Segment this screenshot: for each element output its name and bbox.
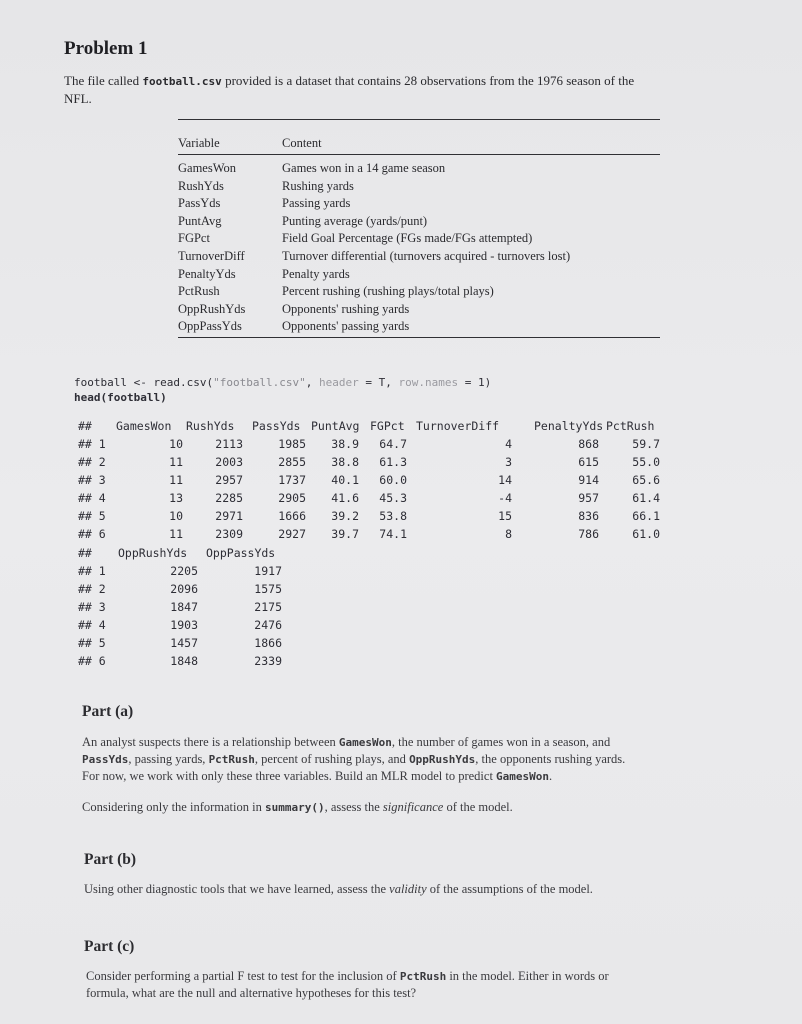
table-top-rule [178, 119, 660, 120]
output-cell: 2113 [215, 437, 243, 451]
variable-content: Opponents' rushing yards [282, 301, 410, 316]
output-cell: 1917 [254, 564, 282, 578]
variable-name: PctRush [178, 284, 220, 299]
row-index: ## 1 [78, 564, 106, 578]
output-cell: 61.0 [632, 527, 660, 541]
header-content: Content [282, 136, 322, 150]
table-bottom-rule [178, 337, 660, 338]
column-header: FGPct [370, 419, 405, 433]
output-cell: 1847 [170, 600, 198, 614]
output-cell: 53.8 [379, 509, 407, 523]
output-cell: 13 [169, 491, 183, 505]
output-cell: 61.4 [632, 491, 660, 505]
part-b-title: Part (b) [84, 851, 137, 868]
variable-name: OppPassYds [178, 319, 242, 334]
output-cell: -4 [498, 491, 512, 505]
row-index: ## 5 [78, 509, 106, 523]
column-header: OppPassYds [206, 546, 276, 560]
variable-content: Games won in a 14 game season [282, 161, 446, 175]
header-variable: Variable [178, 136, 220, 150]
row-index: ## 3 [78, 473, 106, 487]
variable-name: TurnoverDiff [178, 249, 245, 263]
output-cell: 2476 [254, 618, 282, 632]
row-index: ## 4 [78, 618, 106, 632]
output-cell: 39.7 [331, 527, 359, 541]
output-cell: 2285 [215, 491, 243, 505]
row-index: ## 6 [78, 654, 106, 668]
variable-content: Field Goal Percentage (FGs made/FGs attempted) [282, 231, 533, 246]
variable-content: Penalty yards [282, 266, 350, 281]
output-cell: 2971 [215, 509, 243, 523]
row-index: ## 3 [78, 600, 106, 614]
output-cell: 786 [578, 527, 599, 541]
output-cell: 3 [505, 455, 512, 469]
column-header: RushYds [186, 419, 235, 433]
output-cell: 2905 [278, 491, 306, 505]
output-cell: 1666 [278, 509, 306, 523]
output-cell: 2927 [278, 527, 306, 541]
output-cell: 41.6 [331, 491, 359, 505]
output-cell: 66.1 [632, 509, 660, 523]
variable-name: OppRushYds [178, 301, 246, 316]
output-cell: 11 [169, 473, 183, 487]
intro-paragraph: The file called football.csv provided is a dataset that contains 28 observations from the 1976 season of the NFL. [64, 73, 635, 106]
output-cell: 868 [578, 437, 599, 451]
row-index: ## 2 [78, 582, 106, 596]
row-index: ## 6 [78, 527, 106, 541]
row-index: ## 1 [78, 437, 106, 451]
variable-content: Opponents' passing yards [282, 319, 410, 334]
part-a-title: Part (a) [82, 703, 134, 720]
output-cell: 65.6 [632, 473, 660, 487]
variable-name: PassYds [178, 196, 221, 211]
output-cell: 55.0 [632, 455, 660, 469]
output-cell: 1848 [170, 654, 198, 668]
variable-table [178, 119, 660, 341]
output-cell: 957 [578, 491, 599, 505]
output-cell: 64.7 [379, 437, 407, 451]
variable-name: PuntAvg [178, 213, 222, 228]
variable-content: Passing yards [282, 196, 351, 211]
output-cell: 1866 [254, 636, 282, 650]
output-cell: 615 [578, 455, 599, 469]
row-index: ## 2 [78, 455, 106, 469]
output-cell: 38.8 [331, 455, 359, 469]
part-a-paragraph: An analyst suspects there is a relationship between GamesWon, the number of games won in a season, and PassYds, passing yards, PctRush, percent of rushing plays, and OppRushYds, the opponents rushing yards. For now, we work with only these three variables. Build an MLR model to predict GamesWon. [82, 735, 626, 783]
variable-content: Punting average (yards/punt) [282, 213, 428, 228]
head-output-block-2 [78, 546, 378, 672]
output-cell: 39.2 [331, 509, 359, 523]
output-cell: 2855 [278, 455, 306, 469]
output-cell: 914 [578, 473, 599, 487]
output-cell: 14 [498, 473, 512, 487]
output-cell: 38.9 [331, 437, 359, 451]
output-cell: 8 [505, 527, 512, 541]
output-cell: 74.1 [379, 527, 407, 541]
code-line-read-csv: football <- read.csv("football.csv", header = T, row.names = 1) [74, 376, 492, 389]
output-cell: 2309 [215, 527, 243, 541]
output-cell: 60.0 [379, 473, 407, 487]
code-line-head: head(football) [74, 391, 167, 404]
output-cell: 45.3 [379, 491, 407, 505]
output-cell: 10 [169, 509, 183, 523]
head-output-block-1 [78, 419, 698, 547]
output-cell: 11 [169, 455, 183, 469]
part-a-question: Considering only the information in summary(), assess the significance of the model. [82, 800, 513, 814]
output-cell: 1737 [278, 473, 306, 487]
filename-code: football.csv [142, 75, 222, 88]
column-header: TurnoverDiff [416, 419, 500, 433]
column-header: PassYds [252, 419, 301, 433]
variable-content: Rushing yards [282, 178, 354, 193]
output-cell: 61.3 [379, 455, 407, 469]
part-c-title: Part (c) [84, 938, 135, 955]
output-cell: 2175 [254, 600, 282, 614]
column-header: PctRush [606, 419, 655, 433]
row-index: ## 5 [78, 636, 106, 650]
output-cell: 2003 [215, 455, 243, 469]
variable-content: Turnover differential (turnovers acquired - turnovers lost) [282, 249, 571, 263]
output-cell: 4 [505, 437, 512, 451]
output-cell: 40.1 [331, 473, 359, 487]
output-cell: 1985 [278, 437, 306, 451]
output-cell: 10 [169, 437, 183, 451]
output-cell: 836 [578, 509, 599, 523]
variable-name: FGPct [178, 231, 210, 246]
output-cell: 2957 [215, 473, 243, 487]
output-cell: 2205 [170, 564, 198, 578]
output-prefix-2: ## [78, 546, 92, 560]
column-header: PenaltyYds [534, 419, 604, 433]
output-cell: 11 [169, 527, 183, 541]
variable-name: GamesWon [178, 161, 237, 175]
variable-content: Percent rushing (rushing plays/total plays) [282, 284, 494, 299]
column-header: GamesWon [116, 419, 172, 433]
table-header-rule [178, 154, 660, 155]
output-cell: 2339 [254, 654, 282, 668]
part-c-paragraph: Consider performing a partial F test to test for the inclusion of PctRush in the model. Either in words or formula, what are the null and alternative hypotheses for this test? [86, 969, 609, 1000]
problem-title: Problem 1 [64, 38, 148, 59]
output-cell: 15 [498, 509, 512, 523]
output-cell: 1457 [170, 636, 198, 650]
output-cell: 2096 [170, 582, 198, 596]
column-header: PuntAvg [311, 419, 360, 433]
output-cell: 1903 [170, 618, 198, 632]
variable-name: PenaltyYds [178, 266, 236, 281]
part-b-paragraph: Using other diagnostic tools that we have learned, assess the validity of the assumptions of the model. [84, 882, 593, 896]
row-index: ## 4 [78, 491, 106, 505]
output-cell: 1575 [254, 582, 282, 596]
output-prefix: ## [78, 419, 92, 433]
column-header: OppRushYds [118, 546, 188, 560]
variable-name: RushYds [178, 178, 224, 193]
output-cell: 59.7 [632, 437, 660, 451]
